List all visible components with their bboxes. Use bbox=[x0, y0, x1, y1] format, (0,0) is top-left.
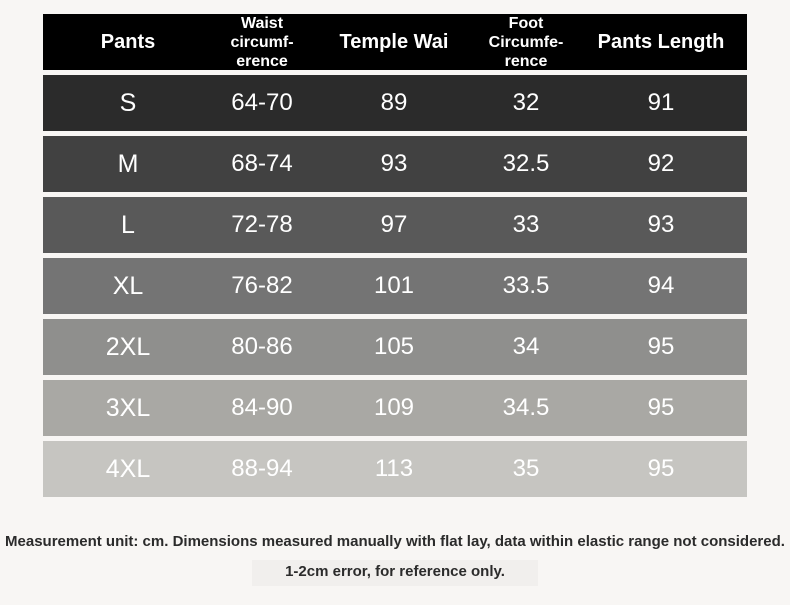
size-cell: XL bbox=[112, 271, 144, 300]
size-cell: 2XL bbox=[105, 332, 151, 361]
waist-cell: 64-70 bbox=[231, 89, 293, 116]
length-cell: 94 bbox=[647, 272, 675, 299]
foot-cell: 33 bbox=[512, 211, 540, 238]
temple-cell: 101 bbox=[373, 272, 415, 299]
size-cell: S bbox=[119, 88, 137, 117]
foot-cell: 34 bbox=[512, 333, 540, 360]
size-chart-table bbox=[43, 14, 747, 502]
waist-cell: 84-90 bbox=[231, 394, 293, 421]
size-cell: M bbox=[117, 149, 139, 178]
header-waist: Waist circumf- erence bbox=[230, 14, 294, 70]
size-cell: 4XL bbox=[105, 454, 151, 483]
temple-cell: 93 bbox=[380, 150, 408, 177]
table-row bbox=[43, 319, 747, 375]
foot-cell: 32 bbox=[512, 89, 540, 116]
waist-cell: 88-94 bbox=[231, 455, 293, 482]
header-pants: Pants bbox=[100, 30, 156, 53]
table-row bbox=[43, 197, 747, 253]
error-note: 1-2cm error, for reference only. bbox=[285, 563, 505, 580]
length-cell: 95 bbox=[647, 333, 675, 360]
length-cell: 93 bbox=[647, 211, 675, 238]
length-cell: 92 bbox=[647, 150, 675, 177]
table-row bbox=[43, 75, 747, 131]
waist-cell: 72-78 bbox=[231, 211, 293, 238]
measurement-note: Measurement unit: cm. Dimensions measured manually with flat lay, data within elastic range not considered. bbox=[5, 533, 785, 550]
length-cell: 91 bbox=[647, 89, 675, 116]
header-temple: Temple Wai bbox=[339, 30, 449, 53]
temple-cell: 105 bbox=[373, 333, 415, 360]
length-cell: 95 bbox=[647, 455, 675, 482]
foot-cell: 33.5 bbox=[502, 272, 550, 299]
header-foot: Foot Circumfe- rence bbox=[488, 14, 564, 70]
waist-cell: 76-82 bbox=[231, 272, 293, 299]
waist-cell: 80-86 bbox=[231, 333, 293, 360]
table-row bbox=[43, 258, 747, 314]
temple-cell: 109 bbox=[373, 394, 415, 421]
header-length: Pants Length bbox=[597, 30, 725, 53]
waist-cell: 68-74 bbox=[231, 150, 293, 177]
size-cell: 3XL bbox=[105, 393, 151, 422]
error-note-box bbox=[252, 560, 538, 586]
table-row bbox=[43, 136, 747, 192]
temple-cell: 113 bbox=[374, 455, 414, 482]
table-row bbox=[43, 441, 747, 497]
foot-cell: 35 bbox=[512, 455, 540, 482]
temple-cell: 97 bbox=[380, 211, 408, 238]
table-row bbox=[43, 380, 747, 436]
length-cell: 95 bbox=[647, 394, 675, 421]
size-cell: L bbox=[121, 210, 135, 239]
table-header-row bbox=[43, 14, 747, 70]
foot-cell: 32.5 bbox=[502, 150, 550, 177]
temple-cell: 89 bbox=[380, 89, 408, 116]
foot-cell: 34.5 bbox=[502, 394, 550, 421]
